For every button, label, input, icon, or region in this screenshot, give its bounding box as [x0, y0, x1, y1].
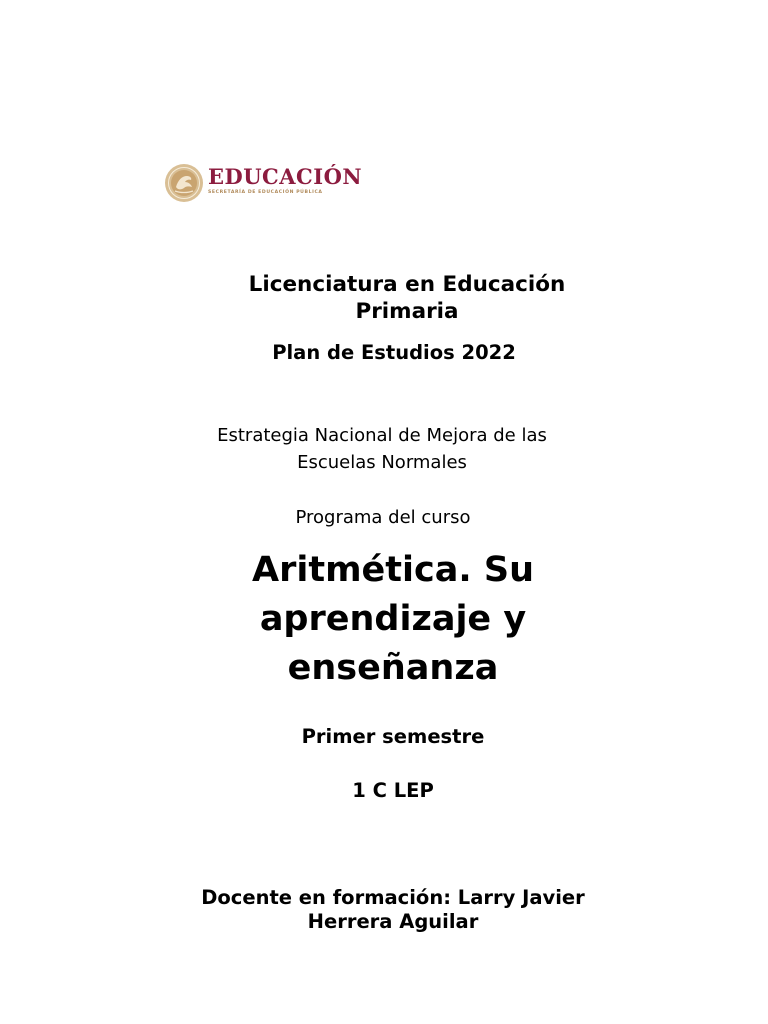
mexican-eagle-seal-icon	[164, 163, 204, 203]
teacher-name	[160, 886, 626, 934]
logo-title: EDUCACIÓN	[208, 164, 363, 189]
group: 1 C LEP	[352, 779, 434, 802]
course-title-line-1: Aritmética. Su	[252, 550, 534, 590]
teacher-line-1: Docente en formación: Larry Javier	[201, 886, 585, 909]
sep-logo	[164, 162, 363, 204]
strategy-line-1: Estrategia Nacional de Mejora de las	[217, 425, 547, 446]
degree-title-line-1: Licenciatura en Educación	[248, 272, 566, 297]
teacher-line-2: Herrera Aguilar	[307, 910, 479, 933]
study-plan: Plan de Estudios 2022	[272, 341, 516, 364]
degree-title-line-2: Primaria	[355, 299, 459, 324]
national-strategy	[180, 422, 584, 476]
course-title	[200, 546, 586, 693]
logo-text	[208, 164, 362, 196]
course-title-line-2: aprendizaje y	[259, 599, 527, 639]
course-title-line-3: enseñanza	[287, 648, 499, 688]
degree-title	[200, 271, 614, 325]
logo-subtitle: SECRETARÍA DE EDUCACIÓN PÚBLICA	[208, 190, 323, 195]
semester: Primer semestre	[301, 725, 485, 748]
strategy-line-2: Escuelas Normales	[297, 452, 467, 473]
program-label: Programa del curso	[295, 507, 471, 528]
